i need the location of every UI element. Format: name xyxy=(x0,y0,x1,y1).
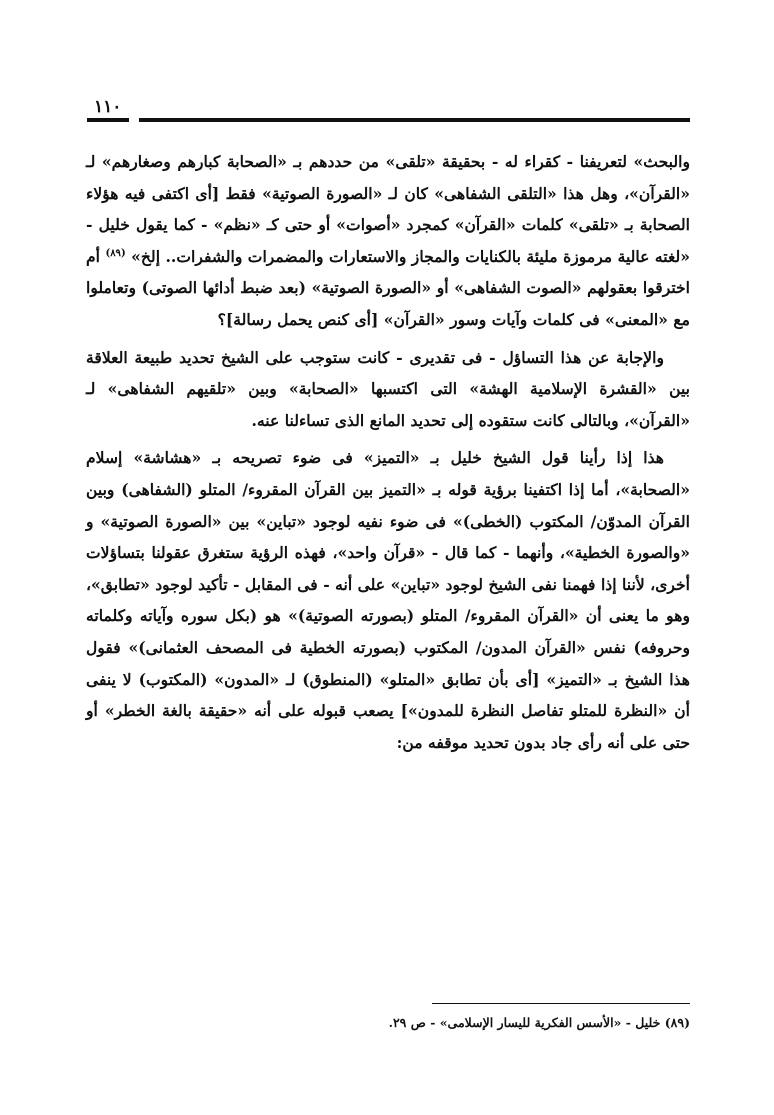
page-number: ١١٠ xyxy=(94,97,122,117)
footnote-rule xyxy=(432,1003,690,1004)
header-rule xyxy=(87,118,690,122)
paragraph-2: والإجابة عن هذا التساؤل - فى تقديرى - كانت ستوجب على الشيخ تحديد طبيعة العلاقة بين «القشرة الإسلامية الهشة» التى اكتسبها «الصحابة» وبين «تلقيهم الشفاهى» لـ «القرآن»، وبالتالى كانت ستقوده إلى تحديد المانع الذى تساءلنا عنه. xyxy=(86,347,690,430)
body-text xyxy=(86,146,690,764)
paragraph-3: هذا إذا رأينا قول الشيخ خليل بـ «التميز» فى ضوء تصريحه بـ «هشاشة» إسلام «الصحابة»، أما إذا اكتفينا برؤية قوله بـ «التميز بين القرآن المقروء/ المتلو (الشفاهى) وبين القرآن المدوّن/ المكتوب (الخطى)» فى ضوء نفيه لوجود «تباين» بين «الصورة الصوتية» و «والصورة الخطية»، وأنهما - كما قال - «قرآن واحد»، فهذه الرؤية ستغرق عقولنا بتساؤلات أخرى، لأننا إذا فهمنا نفى الشيخ لوجود «تباين» على أنه - فى المقابل - تأكيد لوجود «تطابق»، وهو ما يعنى أن «القرآن المقروء/ المتلو (بصورته الصوتية)» هو (بكل سوره وآياته وكلماته وحروفه) نفس «القرآن المدون/ المكتوب (بصورته الخطية فى المصحف العثمانى)» فقول هذا الشيخ بـ «التميز» [أى بأن تطابق «المتلو» (المنطوق) لـ «المدون» (المكتوب) لا ينفى أن «النظرة للمتلو تفاصل النظرة للمدون»] يصعب قبوله على أنه «حقيقة بالغة الخطر» أو حتى على أنه رأى جاد بدون تحديد موقفه من: xyxy=(86,448,690,752)
footnote-reference: (٨٩) xyxy=(105,247,126,259)
paragraph-1 xyxy=(86,146,690,336)
header-rule-gap xyxy=(129,116,139,124)
paragraph-1-continuation: أم اخترقوا بعقولهم «الصوت الشفاهى» أو «الصورة الصوتية» (بعد ضبط أدائها الصوتى) وتعاملوا مع «المعنى» فى كلمات وآيات وسور «القرآن» [أى كنص يحمل رسالة]؟ xyxy=(86,246,690,329)
paragraph-1-text: والبحث» لتعريفنا - كقراء له - بحقيقة «تلقى» من حددهم بـ «الصحابة كبارهم وصغارهم» لـ «القرآن»، وهل هذا «التلقى الشفاهى» كان لـ «الصورة الصوتية» فقط [أى اكتفى فيه هؤلاء الصحابة بـ «تلقى» كلمات «القرآن» كمجرد «أصوات» أو حتى كـ «نظم» - كما يقول خليل - «لغته عالية مرموزة مليئة بالكنايات والمجاز والاستعارات والمضمرات والشفرات.. إلخ» xyxy=(86,152,690,266)
footnote: (٨٩) خليل - «الأسس الفكرية لليسار الإسلامى» - ص ٢٩. xyxy=(388,1015,690,1030)
